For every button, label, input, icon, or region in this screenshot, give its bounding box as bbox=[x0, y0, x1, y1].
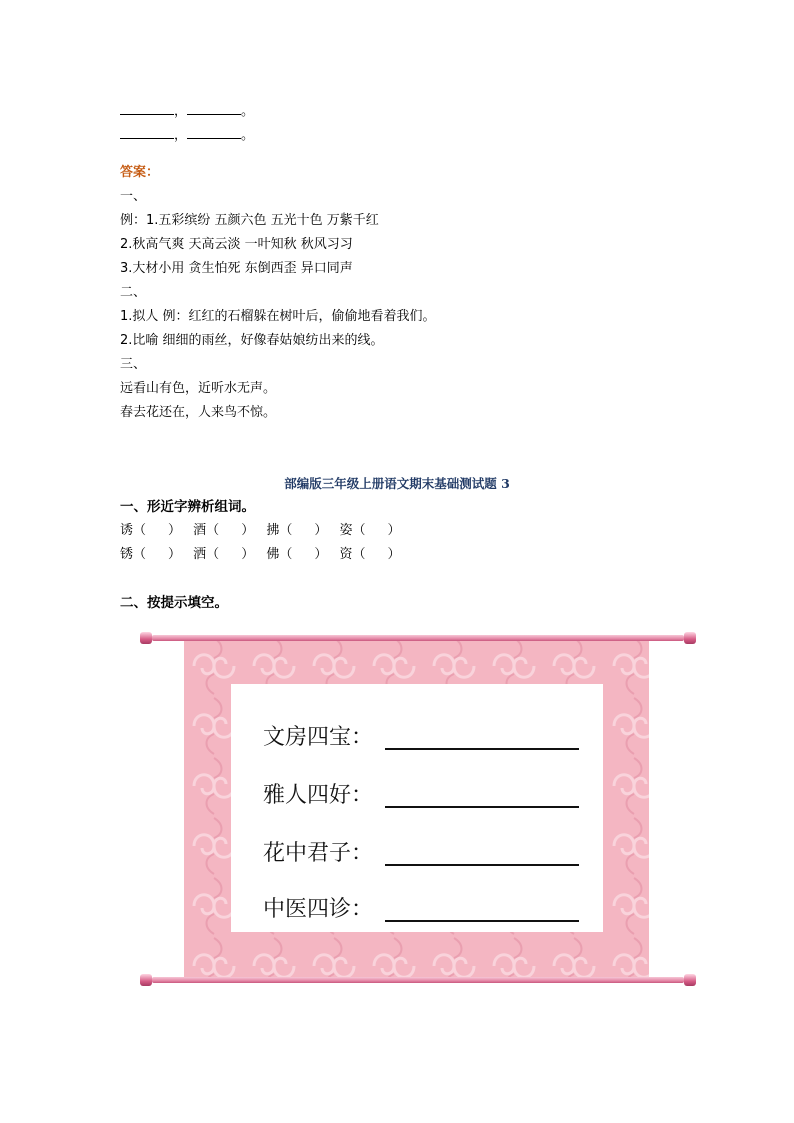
blank bbox=[187, 126, 241, 139]
word-group-item: 拂（ ） bbox=[266, 523, 328, 538]
section1-title: 一、形近字辨析组词。 bbox=[120, 499, 255, 515]
answer-line-4[interactable] bbox=[385, 920, 579, 922]
answer-line-2[interactable] bbox=[385, 806, 579, 808]
answers-part3-line-2: 春去花还在，人来鸟不惊。 bbox=[120, 405, 277, 420]
answers-part1-heading: 一、 bbox=[120, 189, 147, 204]
scroll-rod-top bbox=[140, 632, 696, 644]
word-group-item: 姿（ ） bbox=[339, 523, 401, 538]
scroll-content-box bbox=[231, 684, 603, 932]
answers-part1-line-1: 例：1.五彩缤纷 五颜六色 五光十色 万紫千红 bbox=[120, 213, 379, 228]
blank-line-1 bbox=[120, 102, 254, 121]
word-group-item: 佛（ ） bbox=[266, 547, 328, 562]
blank bbox=[120, 102, 174, 115]
word-group-item: 洒（ ） bbox=[193, 547, 255, 562]
word-group-item: 锈（ ） bbox=[120, 547, 182, 562]
scroll-item-1: 文房四宝： bbox=[263, 725, 374, 750]
scroll-illustration bbox=[140, 628, 696, 992]
answers-part1-line-2: 2.秋高气爽 天高云淡 一叶知秋 秋风习习 bbox=[120, 237, 353, 252]
section2-title: 二、按提示填空。 bbox=[120, 595, 228, 611]
separator: ， bbox=[174, 128, 188, 143]
blank bbox=[120, 126, 174, 139]
answers-part2-heading: 二、 bbox=[120, 285, 147, 300]
answers-title: 答案： bbox=[120, 165, 160, 180]
scroll-rod-bottom bbox=[140, 974, 696, 986]
answers-part2-line-1: 1.拟人 例：红红的石榴躲在树叶后，偷偷地看着我们。 bbox=[120, 309, 436, 324]
end-mark: 。 bbox=[241, 104, 255, 119]
answer-line-3[interactable] bbox=[385, 864, 579, 866]
blank bbox=[187, 102, 241, 115]
answers-part2-line-2: 2.比喻 细细的雨丝，好像春姑娘纺出来的线。 bbox=[120, 333, 384, 348]
scroll-item-4: 中医四诊： bbox=[263, 897, 374, 922]
word-group-item: 资（ ） bbox=[339, 547, 401, 562]
answers-part1-line-3: 3.大材小用 贪生怕死 东倒西歪 异口同声 bbox=[120, 261, 353, 276]
word-group-row-2 bbox=[120, 546, 409, 564]
answers-part3-heading: 三、 bbox=[120, 357, 147, 372]
scroll-paper bbox=[184, 636, 649, 982]
blank-line-2 bbox=[120, 126, 254, 145]
word-group-item: 酒（ ） bbox=[193, 523, 255, 538]
answer-line-1[interactable] bbox=[385, 748, 579, 750]
end-mark: 。 bbox=[241, 128, 255, 143]
word-group-row-1 bbox=[120, 522, 409, 540]
answers-part3-line-1: 远看山有色，近听水无声。 bbox=[120, 381, 277, 396]
test-title: 部编版三年级上册语文期末基础测试题 3 bbox=[284, 476, 510, 491]
word-group-item: 诱（ ） bbox=[120, 523, 182, 538]
scroll-item-3: 花中君子： bbox=[263, 841, 374, 866]
scroll-item-2: 雅人四好： bbox=[263, 783, 374, 808]
separator: ， bbox=[174, 104, 188, 119]
